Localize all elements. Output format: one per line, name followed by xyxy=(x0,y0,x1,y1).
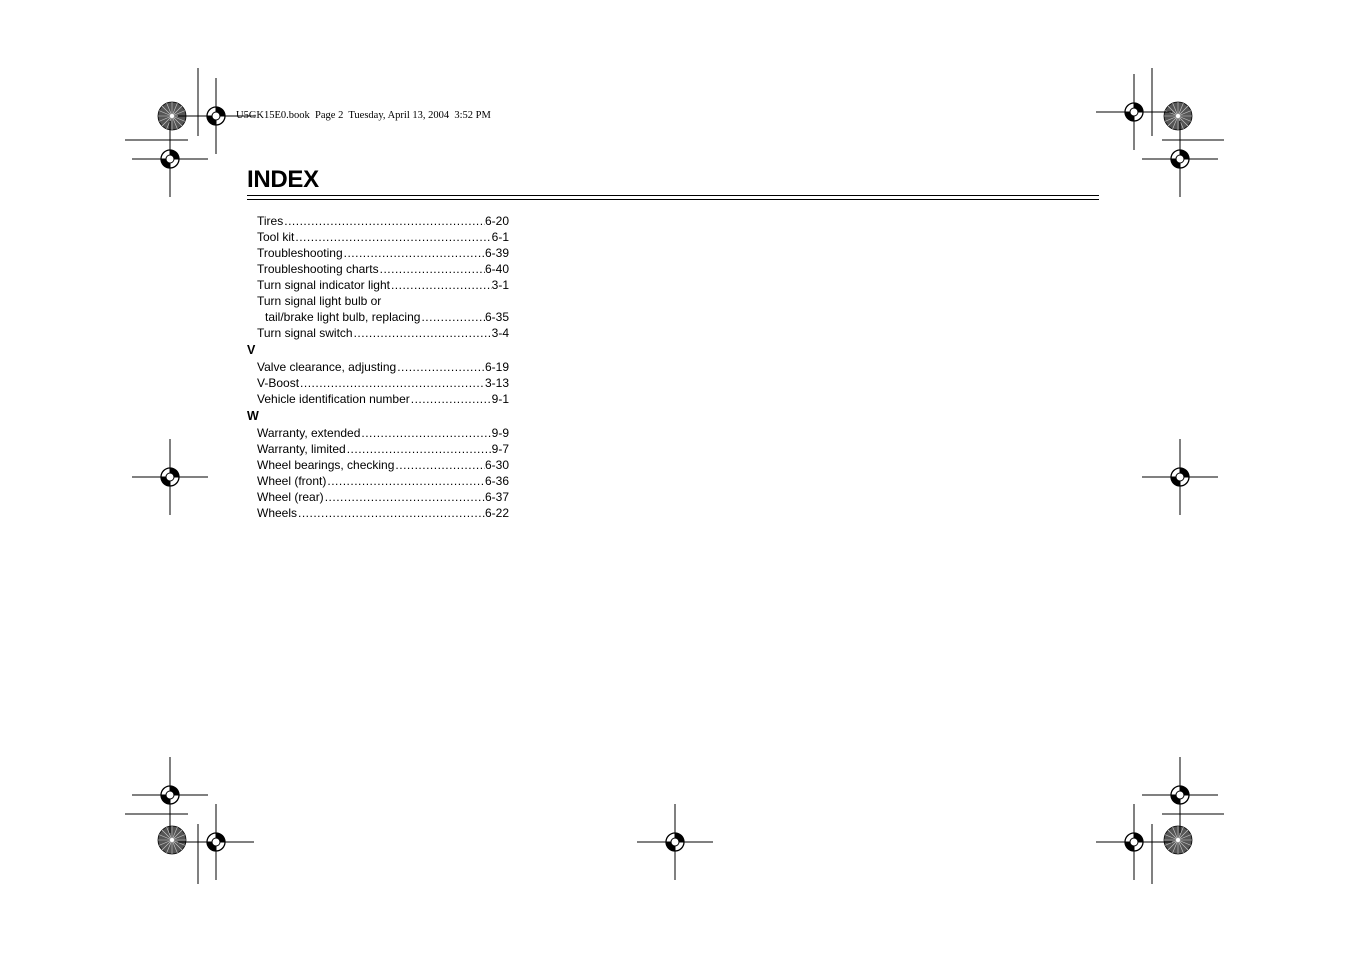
index-entry-wheels: Wheels ..... 6-22 xyxy=(247,505,509,521)
index-entry-v-boost: V-Boost ..... 3-13 xyxy=(247,375,509,391)
index-entry-tool-kit: Tool kit ..... 6-1 xyxy=(247,229,509,245)
page-title: INDEX xyxy=(247,166,319,193)
index-entry-turn-signal-bulb-line2: tail/brake light bulb, replacing ..... 6-35 xyxy=(247,309,509,325)
index-entry-wheel-rear: Wheel (rear) ..... 6-37 xyxy=(247,489,509,505)
print-slug: U5GK15E0.book Page 2 Tuesday, April 13, 2004 3:52 PM xyxy=(236,110,491,121)
index-list xyxy=(247,213,509,521)
index-entry-tires: Tires ..... 6-20 xyxy=(247,213,509,229)
index-entry-vehicle-identification-number: Vehicle identification number ..... 9-1 xyxy=(247,391,509,407)
index-letter-v: V xyxy=(247,343,256,357)
index-entry-warranty-extended: Warranty, extended ..... 9-9 xyxy=(247,425,509,441)
index-entry-wheel-front: Wheel (front) ..... 6-36 xyxy=(247,473,509,489)
title-rule-top xyxy=(247,195,1099,196)
index-entry-turn-signal-switch: Turn signal switch ..... 3-4 xyxy=(247,325,509,341)
index-letter-w: W xyxy=(247,409,259,423)
index-entry-turn-signal-indicator-light: Turn signal indicator light ..... 3-1 xyxy=(247,277,509,293)
index-entry-turn-signal-bulb-line1: Turn signal light bulb or xyxy=(257,294,382,308)
index-entry-troubleshooting: Troubleshooting ..... 6-39 xyxy=(247,245,509,261)
title-rule-bottom xyxy=(247,199,1099,200)
index-entry-troubleshooting-charts: Troubleshooting charts ..... 6-40 xyxy=(247,261,509,277)
index-entry-wheel-bearings: Wheel bearings, checking ..... 6-30 xyxy=(247,457,509,473)
index-entry-valve-clearance: Valve clearance, adjusting ..... 6-19 xyxy=(247,359,509,375)
index-entry-warranty-limited: Warranty, limited ..... 9-7 xyxy=(247,441,509,457)
